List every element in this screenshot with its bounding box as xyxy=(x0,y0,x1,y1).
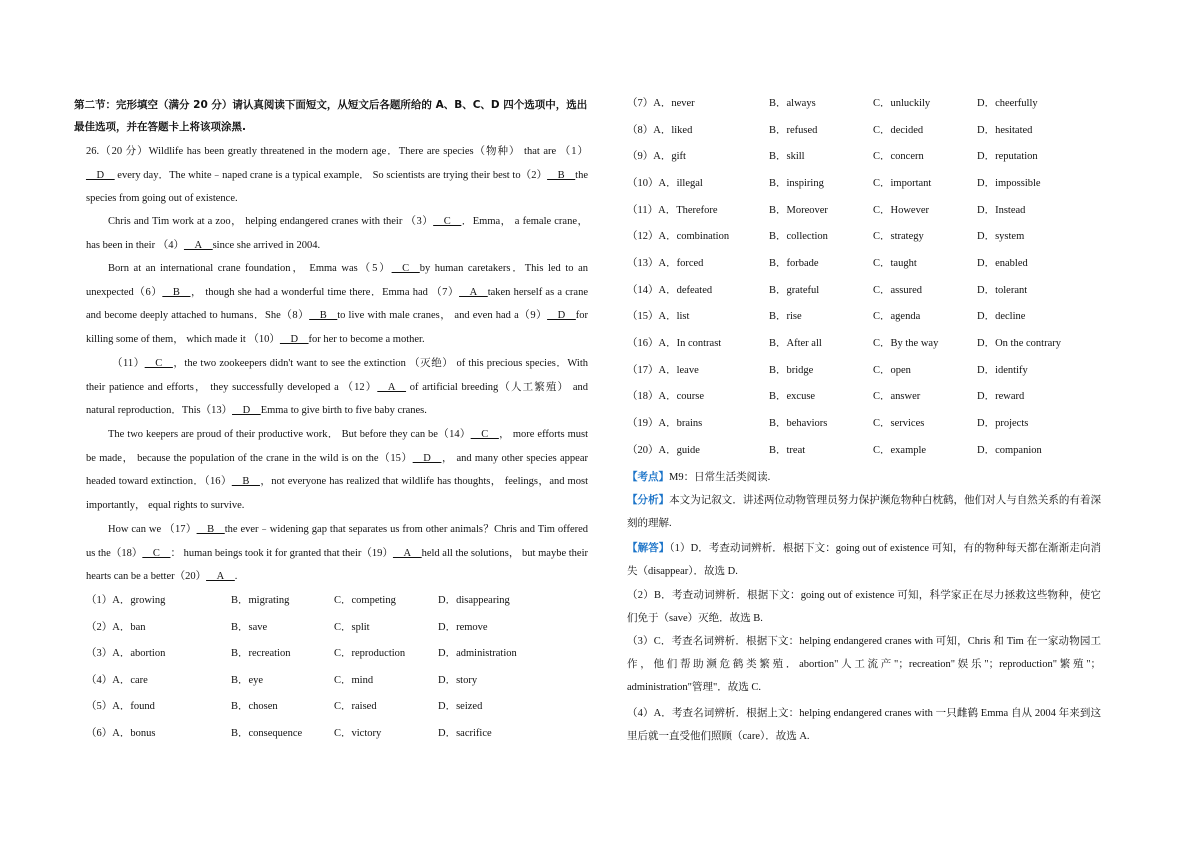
answer-blank-18: __C__ xyxy=(142,547,171,559)
option-row-9: （9）A．gift B．skill C．concern D．reputation xyxy=(627,151,1038,162)
option-row-5: （5）A．found B．chosen C．raised D．seized xyxy=(86,701,483,712)
option-row-1: （1）A．growing B．migrating C．competing D．disappearing xyxy=(86,595,510,606)
answer-blank-14: __C__ xyxy=(470,429,499,440)
answer-blank-1: __D__ xyxy=(86,169,115,181)
jieda-tag: 【解答】 xyxy=(627,543,670,554)
passage-paragraph-1: 26.（20 分）Wildlife has been greatly threatened in the modern age．There are species（物种） that are （1）__D__ every day．The white﹣naped crane is a typical example． So scientists are trying their best to（2）__B__the species from going out of existence. xyxy=(86,146,588,205)
jieda-line: 【解答】（1）D．考查动词辨析．根据下文：going out of existence 可知，有的物种每天都在渐渐走向消失（disappear）．故选 D. xyxy=(627,543,1101,577)
option-row-20: （20）A．guide B．treat C．example D．companion xyxy=(627,445,1042,456)
answer-blank-8: __B__ xyxy=(309,310,338,322)
passage-paragraph-4: （11）__C__，the two zookeepers didn't want to see the extinction （灭绝） of this precious species．With their patience and efforts， they successfully developed a （12）__A__ of artificial breeding（人工繁殖） and natural reproduction．This（13）__D__Emma to give birth to five baby cranes. xyxy=(86,358,588,417)
option-row-13: （13）A．forced B．forbade C．taught D．enabled xyxy=(627,258,1028,269)
option-row-7: （7）A．never B．always C．unluckily D．cheerfully xyxy=(627,98,1038,109)
answer-blank-16: __B__ xyxy=(231,476,260,488)
option-row-8: （8）A．liked B．refused C．decided D．hesitated xyxy=(627,125,1033,136)
option-row-12: （12）A．combination B．collection C．strategy D．system xyxy=(627,231,1025,242)
option-row-19: （19）A．brains B．behaviors C．services D．projects xyxy=(627,418,1029,429)
option-row-3: （3）A．abortion B．recreation C．reproduction D．administration xyxy=(86,648,517,659)
option-row-14: （14）A．defeated B．grateful C．assured D．tolerant xyxy=(627,285,1028,296)
option-row-10: （10）A．illegal B．inspiring C．important D．impossible xyxy=(627,178,1041,189)
fenxi-line: 【分析】本文为记叙文．讲述两位动物管理员努力保护濒危物种白枕鹤，他们对人与自然关系的有着深刻的理解. xyxy=(627,495,1102,529)
answer-blank-13: __D__ xyxy=(232,405,261,417)
answer-blank-3: __C__ xyxy=(433,216,462,227)
answer-explanation-2: （2）B．考查动词辨析．根据下文：going out of existence 可知，科学家正在尽力拯救这些物种，使它们免于（save）灭绝．故选 B. xyxy=(627,590,1101,624)
option-row-6: （6）A．bonus B．consequence C．victory D．sacrifice xyxy=(86,728,492,739)
answer-blank-11: __C__ xyxy=(144,358,173,369)
answer-blank-9: __D__ xyxy=(547,310,576,322)
option-row-11: （11）A．Therefore B．Moreover C．However D．Instead xyxy=(627,205,1026,216)
answer-blank-6: __B__ xyxy=(162,286,191,298)
answer-blank-5: __C__ xyxy=(391,263,420,274)
option-row-4: （4）A．care B．eye C．mind D．story xyxy=(86,675,478,686)
section-header: 第二节：完形填空（满分 20 分）请认真阅读下面短文，从短文后各题所给的 A、B、C、D 四个选项中，选出最佳选项，并在答题卡上将该项涂黑. xyxy=(74,99,588,133)
answer-blank-15: __D__ xyxy=(412,452,442,464)
answer-blank-17: __B__ xyxy=(196,524,225,535)
answer-blank-2: __B__ xyxy=(547,169,576,181)
option-row-15: （15）A．list B．rise C．agenda D．decline xyxy=(627,311,1026,322)
option-row-18: （18）A．course B．excuse C．answer D．reward xyxy=(627,391,1025,402)
option-row-17: （17）A．leave B．bridge C．open D．identify xyxy=(627,365,1028,376)
answer-blank-20: __A__ xyxy=(206,571,235,583)
passage-paragraph-3: Born at an international crane foundation， Emma was（5）__C__by human caretakers．This led to an unexpected（6）__B__， though she had a wonderful time there．Emma had （7）__A__taken herself as a crane and become deeply attached to humans．She（8）__B__to live with male cranes， and even had a（9）__D__for killing some of them， which made it （10）__D__for her to become a mother. xyxy=(86,263,588,346)
kaodian-line: 【考点】M9：日常生活类阅读. xyxy=(627,472,771,483)
answer-blank-4: __A__ xyxy=(183,239,213,251)
passage-paragraph-6: How can we （17）__B__the ever﹣widening gap that separates us from other animals？Chris and Tim offered us the（18）__C__： human beings took it for granted that their（19）__A__held all the solutions， but maybe their hearts can be a better（20）__A__. xyxy=(86,524,589,583)
answer-blank-7: __A__ xyxy=(459,286,488,298)
kaodian-tag: 【考点】 xyxy=(627,472,669,483)
answer-blank-10: __D__ xyxy=(279,334,309,346)
option-row-2: （2）A．ban B．save C．split D．remove xyxy=(86,622,488,633)
answer-explanation-4: （4）A．考查名词辨析．根据上文：helping endangered cranes with 一只雌鹤 Emma 自从 2004 年来到这里后就一直受他们照顾（care）．故选 A. xyxy=(627,708,1101,742)
option-row-16: （16）A．In contrast B．After all C．By the way D．On the contrary xyxy=(627,338,1061,349)
passage-paragraph-2: Chris and Tim work at a zoo， helping endangered cranes with their （3）__C__．Emma， a female crane，has been in their （4）__A__since she arrived in 2004. xyxy=(86,216,589,251)
passage-paragraph-5: The two keepers are proud of their productive work． But before they can be（14）__C__， more efforts must be made， because the population of the crane in the wild is on the（15）__D__， and many other species appear headed toward extinction．（16）__B__，not everyone has realized that wildlife has thoughts， feelings，and most importantly， equal rights to survive. xyxy=(86,429,588,512)
answer-blank-19: __A__ xyxy=(392,547,422,559)
answer-blank-12: __A__ xyxy=(377,381,406,393)
fenxi-tag: 【分析】 xyxy=(627,495,670,506)
answer-explanation-3: （3）C．考查名词辨析．根据下文：helping endangered cranes with 可知，Chris 和 Tim 在一家动物园工作，他们帮助濒危鹤类繁殖．abortion"人工流产"；recreation"娱乐"；reproduction"繁殖"；administration"管理"．故选 C. xyxy=(627,636,1101,693)
